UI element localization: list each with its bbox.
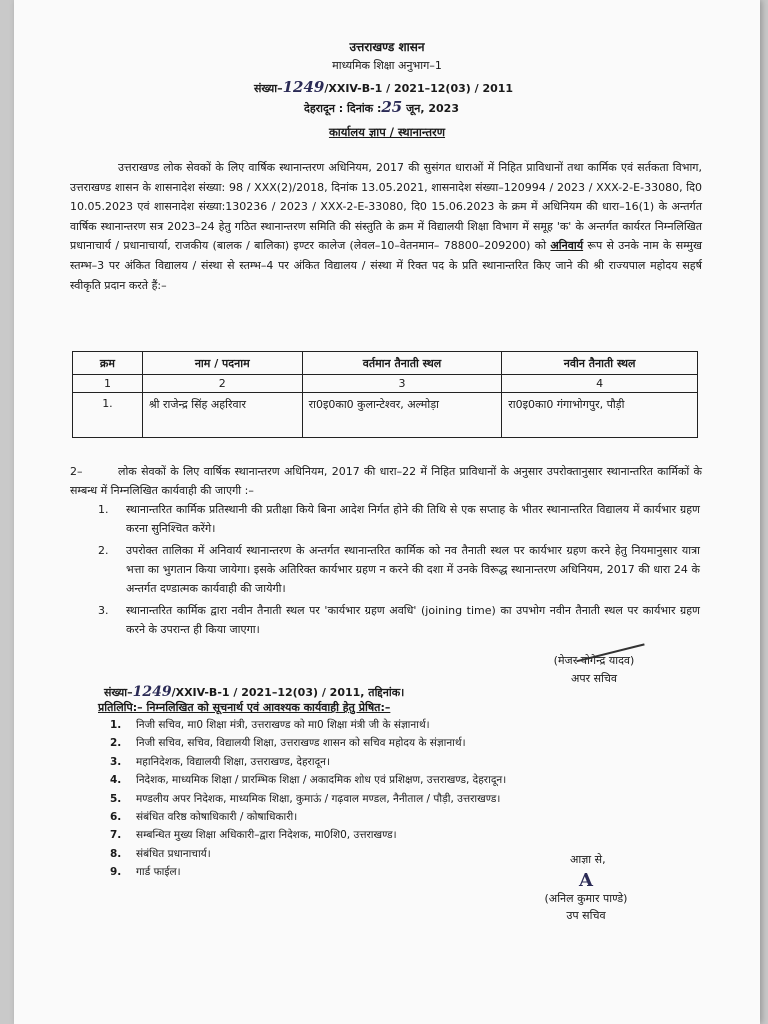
handwritten-date: 25	[381, 98, 403, 116]
government-heading: उत्तराखण्ड शासन	[349, 40, 425, 54]
paragraph-2: 2– लोक सेवकों के लिए वार्षिक स्थानान्तरण अधिनियम, 2017 की धारा–22 में निहित प्राविधानों के अनुसार उपरोक्तानुसार स्थानान्तरित कार्मिकों के सम्बन्ध में निम्नलिखित कार्यवाही की जाएगी :–	[70, 465, 702, 497]
paragraph-1: उत्तराखण्ड लोक सेवकों के लिए वार्षिक स्थानान्तरण अधिनियम, 2017 की सुसंगत धाराओं में निहित प्राविधानों तथा कार्मिक एवं सर्तकता विभाग, उत्तराखण्ड शासन के शासनादेश संख्या: 98 / XXX(2)/2018, दिनांक 13.05.2021, शासनादेश संख्या–120994 / 2023 / XXX-2-E-33080, दि0 10.05.2023 एवं शासनादेश संख्या:130236 / 2023 / XXX-2-E-33080, दि0 15.06.2023 के क्रम में अधिनियम की धारा–16(1) के अन्तर्गत वार्षिक स्थानान्तरण सत्र 2023–24 हेतु गठित स्थानान्तरण समिति की संस्तुति के क्रम में विद्यालयी शिक्षा विभाग में समूह 'क' के अन्तर्गत कार्यरत निम्नलिखित प्रधानाचार्य / प्रधानाचार्या, राजकीय (बालक / बालिका) इण्टर कालेज (लेवल–10–वेतनमान– 78800–209200) को अनिवार्य रूप से उनके नाम के सम्मुख स्तम्भ–3 पर अंकित विद्यालय / संस्था से स्तम्भ–4 पर अंकित विद्यालय / संस्था में रिक्त पद के प्रति स्थानान्तरित किए जाने की श्री राज्यपाल महोदय सहर्ष स्वीकृति प्रदान करते हैं:–	[70, 161, 703, 292]
cell-new-posting: रा0इ0का0 गंगाभोगपुर, पौड़ी	[502, 393, 698, 438]
table-row	[73, 393, 698, 438]
list-item: 2. उपरोक्त तालिका में अनिवार्य स्थानान्तरण के अन्तर्गत स्थानान्तरित कार्मिक को नव तैनाती स्थल पर कार्यभार ग्रहण करने हेतु नियमानुसार यात्रा भत्ता का भुगतान किया जायेगा। इसके अतिरिक्त कार्यभार ग्रहण न करने की दशा में उनके विरूद्ध स्थानान्तरण अधिनियम, 2017 की धारा 24 के अन्तर्गत दण्डात्मक कार्यवाही की जायेगी।	[98, 544, 700, 595]
list-item: 7. सम्बन्धित मुख्य शिक्षा अधिकारी–द्वारा निदेशक, मा0शि0, उत्तराखण्ड।	[110, 829, 397, 842]
transfer-table	[72, 351, 698, 438]
cell-name: श्री राजेन्द्र सिंह अहरिवार	[142, 393, 302, 438]
signature-block-1	[534, 652, 654, 688]
copy-to-heading: प्रतिलिपि:– निम्नलिखित को सूचनार्थ एवं आवश्यक कार्यवाही हेतु प्रेषित:–	[98, 701, 391, 714]
signatory-name: (मेजर योगेन्द्र यादव)	[553, 654, 635, 667]
signatory-designation: उप सचिव	[566, 909, 606, 922]
signature-mark: A	[579, 870, 593, 891]
list-item: 6. संबंधित वरिष्ठ कोषाधिकारी / कोषाधिकारी।	[110, 811, 298, 824]
list-item: 3. महानिदेशक, विद्यालयी शिक्षा, उत्तराखण्ड, देहरादून।	[110, 755, 330, 768]
signatory-designation: अपर सचिव	[570, 672, 618, 685]
section-heading: माध्यमिक शिक्षा अनुभाग–1	[332, 59, 442, 72]
col-header-new-posting: नवीन तैनाती स्थल	[502, 352, 698, 375]
list-item: 3. स्थानान्तरित कार्मिक द्वारा नवीन तैनाती स्थल पर 'कार्यभार ग्रहण अवधि' (joining time) का उपभोग नवीन तैनाती स्थल पर कार्यभार ग्रहण करने के उपरान्त ही किया जाएगा।	[98, 604, 700, 636]
handwritten-ref-number: 1249	[282, 78, 325, 96]
signatory-name: (अनिल कुमार पाण्डे)	[544, 892, 628, 905]
table-column-number-row: 1 2 3 4	[73, 375, 698, 393]
col-header-current-posting: वर्तमान तैनाती स्थल	[302, 352, 502, 375]
list-item: 9. गार्ड फाईल।	[110, 866, 181, 879]
copy-reference-number: संख्या–1249/XXIV-B-1 / 2021–12(03) / 2011, तद्दिनांक।	[104, 684, 405, 700]
compulsory-word: अनिवार्य	[550, 239, 584, 253]
list-item: 8. संबंधित प्रधानाचार्य।	[110, 847, 211, 860]
list-item: 4. निदेशक, माध्यमिक शिक्षा / प्रारम्भिक शिक्षा / अकादमिक शोध एवं प्रशिक्षण, उत्तराखण्ड, देहरादून।	[110, 774, 507, 787]
cell-current-posting: रा0इ0का0 कुलान्टेश्वर, अल्मोड़ा	[302, 393, 502, 438]
table-header-row	[73, 352, 698, 375]
list-item: 1. स्थानान्तरित कार्मिक प्रतिस्थानी की प्रतीक्षा किये बिना आदेश निर्गत होने की तिथि से एक सप्ताह के भीतर स्थानान्तरित विद्यालय में कार्यभार ग्रहण करना सुनिश्चित करेंगे।	[98, 503, 700, 535]
list-item: 2. निजी सचिव, सचिव, विद्यालयी शिक्षा, उत्तराखण्ड शासन को सचिव महोदय के संज्ञानार्थ।	[110, 737, 466, 750]
signature-block-2	[526, 872, 646, 924]
list-item: 1. निजी सचिव, मा0 शिक्षा मंत्री, उत्तराखण्ड को मा0 शिक्षा मंत्री जी के संज्ञानार्थ।	[110, 719, 430, 731]
reference-number: संख्या–1249/XXIV-B-1 / 2021–12(03) / 2011	[254, 78, 514, 96]
col-header-name: नाम / पदनाम	[142, 352, 302, 375]
subject-heading: कार्यालय ज्ञाप / स्थानान्तरण	[328, 125, 446, 139]
col-header-serial: क्रम	[73, 352, 143, 375]
by-order-text: आज्ञा से,	[570, 853, 606, 866]
handwritten-ref-number: 1249	[132, 684, 172, 700]
date-line: देहरादून : दिनांक :25 जून, 2023	[304, 98, 459, 116]
copy-to-list	[110, 716, 700, 882]
cell-serial: 1.	[73, 393, 143, 438]
document-page	[14, 0, 760, 1024]
list-item: 5. मण्डलीय अपर निदेशक, माध्यमिक शिक्षा, कुमाऊं / गढ़वाल मण्डल, नैनीताल / पौड़ी, उत्तराखण्ड।	[110, 792, 501, 805]
action-list	[98, 500, 700, 642]
